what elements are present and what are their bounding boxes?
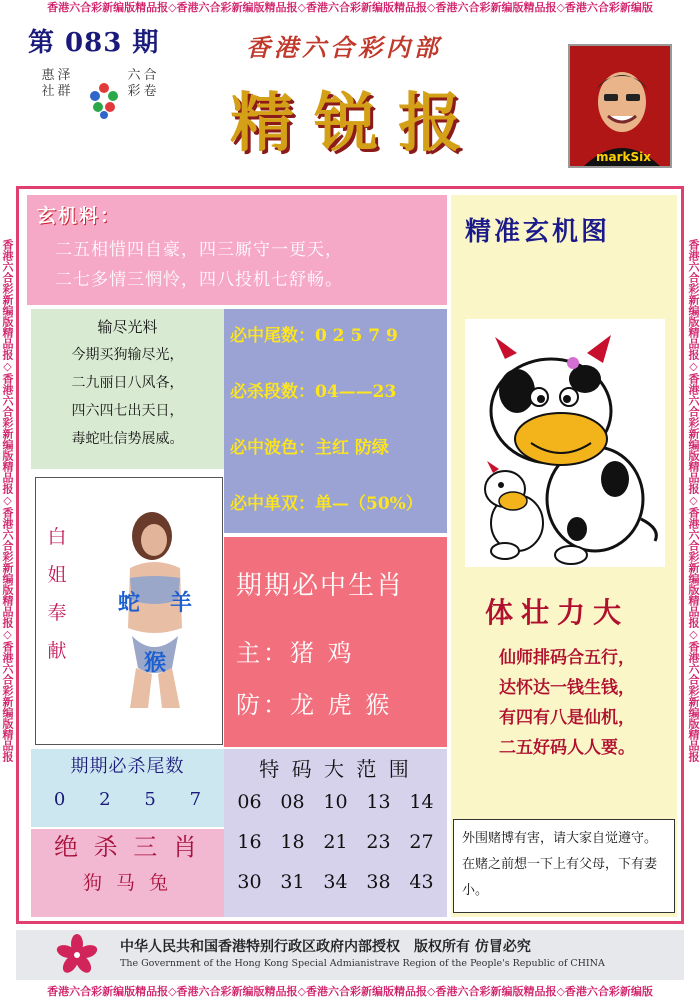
cow-icon [465,319,665,567]
overlay-monkey: 猴 [144,650,167,676]
side-char: 姐 [47,564,67,586]
special-number: 27 [409,831,434,853]
zodiac-main: 主：猪 鸡 [236,639,355,667]
issue-number: 第 083 期 [28,28,160,58]
brand-char: 惠 [41,68,55,83]
model-photo [100,508,210,708]
special-number: 30 [237,871,262,893]
overlay-goat: 羊 [170,590,193,616]
footer-line1: 中华人民共和国香港特别行政区政府内部授权 版权所有 仿冒必究 [120,939,531,955]
kill-three-title: 绝 杀 三 肖 [54,833,201,861]
right-marquee: 香港六合彩新编版精品报◇香港六合彩新编版精品报◇香港六合彩新编版精品报◇香港六合彩新编版精品报 [687,238,700,762]
pick-kill-range: 必杀段数：04——23 [230,382,397,402]
footer [16,930,684,980]
zodiac-title: 期期必中生肖 [236,571,405,601]
poem-line: 四六四七出天日， [71,403,184,419]
riddle-panel [27,195,447,305]
portrait-caption: markSix [596,150,651,164]
photo-side-label [46,518,68,670]
pick-color: 必中波色：主红 防绿 [230,438,389,458]
kill-tail-digit: 0 [53,789,66,810]
special-number: 18 [280,831,305,853]
kill-three-panel [31,829,224,917]
poem-title: 输尽光料 [97,318,158,336]
brand-char: 彩 [127,84,141,99]
kill-tail-title: 期期必杀尾数 [70,756,185,777]
riddle-line: 二五相惜四自豪，四三厮守一更天， [55,240,343,260]
special-number: 23 [366,831,391,853]
special-title: 特 码 大 范 围 [259,757,412,781]
special-number: 14 [409,791,434,813]
brand-char: 社 [41,84,55,99]
header [16,16,684,184]
brand-right [126,68,158,100]
gambling-warning: 外围赌博有害，请大家自觉遵守。在赌之前想一下上有父母，下有妻小。 [453,819,675,913]
kill-three-animals: 狗 马 兔 [82,872,173,894]
special-number: 06 [237,791,262,813]
special-row [224,853,447,893]
kill-tail-panel [31,749,224,827]
special-number: 38 [366,871,391,893]
kill-tail-digit: 2 [99,789,111,810]
main-frame [16,186,684,924]
riddle-line: 二七多情三惘怜，四八投机七舒畅。 [55,270,343,290]
kill-tail-digit: 7 [189,789,202,810]
picks-panel [224,309,447,533]
brand-char: 卷 [143,84,157,99]
special-panel [224,749,447,917]
verse-line: 有四有八是仙机， [499,708,635,728]
special-number: 21 [323,831,348,853]
riddle-lines [55,235,343,295]
zodiac-backup: 防：龙 虎 猴 [236,691,393,719]
pick-odd-even: 必中单双：单—（50%） [230,494,423,514]
special-number: 31 [280,871,305,893]
brand-char: 六 [127,68,141,83]
special-row [224,813,447,853]
special-row [224,783,447,813]
bottom-marquee: 香港六合彩新编版精品报◇香港六合彩新编版精品报◇香港六合彩新编版精品报◇香港六合彩新编版精品报◇香港六合彩新编版 [47,985,653,998]
pick-tail: 必中尾数：0 2 5 7 9 [230,326,398,346]
poem-line: 毒蛇吐信势展威。 [71,431,184,447]
poem-panel [31,309,224,469]
special-number: 10 [323,791,348,813]
riddle-label: 玄机料： [37,205,122,227]
left-marquee: 香港六合彩新编版精品报◇香港六合彩新编版精品报◇香港六合彩新编版精品报◇香港六合彩新编版精品报 [1,238,14,762]
photo-panel [35,477,223,745]
lottery-logo-icon [86,80,122,120]
side-char: 白 [47,526,67,548]
brand-char: 群 [57,84,71,99]
verse-line: 达怀达一钱生钱， [499,678,635,698]
special-number: 08 [280,791,305,813]
side-char: 献 [47,640,67,662]
bauhinia-icon [56,934,98,976]
right-verse [465,643,669,763]
special-number: 34 [323,871,348,893]
top-marquee: 香港六合彩新编版精品报◇香港六合彩新编版精品报◇香港六合彩新编版精品报◇香港六合彩新编版精品报◇香港六合彩新编版 [47,1,653,14]
poem-line: 今期买狗输尽光， [71,347,184,363]
kill-tail-digit: 5 [144,789,156,810]
host-portrait [568,44,672,168]
verse-line: 仙师排码合五行， [499,648,635,668]
kill-tail-digits [31,781,224,810]
right-title: 精准玄机图 [465,217,611,247]
paper-subtitle: 香港六合彩内部 [246,33,442,62]
overlay-snake: 蛇 [118,590,141,616]
brand-char: 泽 [57,68,71,83]
paper-title: 精锐报 [230,86,482,161]
poem-line: 二九丽日八风各， [71,375,184,391]
special-number: 16 [237,831,262,853]
cow-picture [465,319,665,567]
brand-left [40,68,72,100]
footer-line2: The Government of the Hong Kong Special Admianistrave Region of the People's Republic of CHINA [120,958,605,969]
brand-char: 合 [143,68,157,83]
special-number: 13 [366,791,391,813]
side-char: 奉 [47,602,67,624]
zodiac-panel [224,537,447,747]
verse-line: 二五好码人人要。 [499,738,635,758]
strength-title: 体壮力大 [485,596,630,629]
special-number: 43 [409,871,434,893]
right-panel [451,195,677,917]
